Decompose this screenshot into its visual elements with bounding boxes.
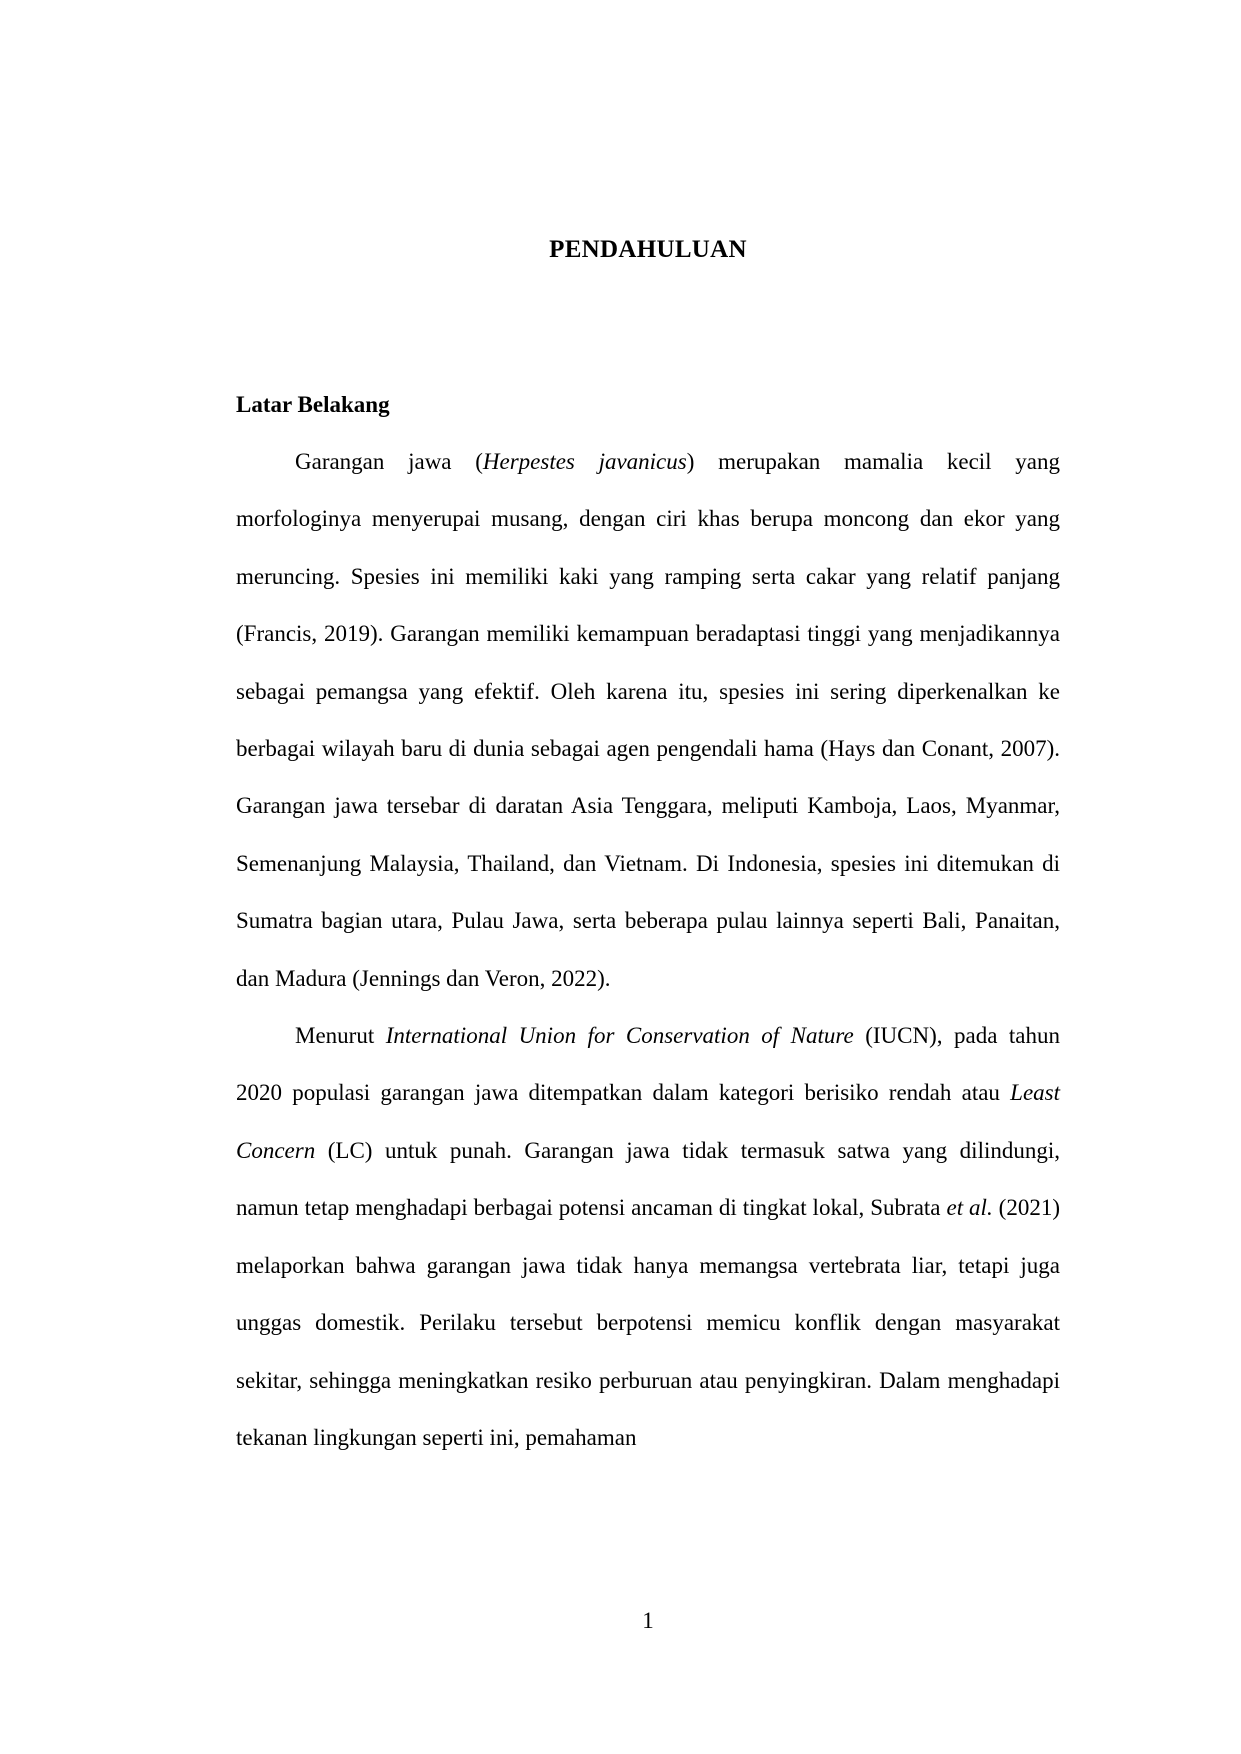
text-run: Menurut [295,1023,386,1049]
status-term: Least Concern [236,1080,1060,1163]
document-body [236,377,1060,1466]
text-run: Garangan jawa ( [295,449,483,474]
paragraph [236,433,1060,1007]
text-run: (LC) untuk punah. Garangan jawa tidak termasuk satwa yang dilindungi, namun tetap menghadapi berbagai potensi ancaman di tingkat lokal, Subrata [236,1137,1060,1221]
text-run: ) merupakan mamalia kecil yang morfologinya menyerupai musang, dengan ciri khas berupa moncong dan ekor yang meruncing. Spesies ini memiliki kaki yang ramping serta cakar yang relatif panjang (Francis, 2019). Garangan memiliki kemampuan beradaptasi tinggi yang menjadikannya sebagai pemangsa yang efektif. Oleh karena itu, spesies ini sering diperkenalkan ke berbagai wilayah baru di dunia sebagai agen pengendali hama (Hays dan Conant, 2007). Garangan jawa tersebar di daratan Asia Tenggara, meliputi Kamboja, Laos, Myanmar, Semenanjung Malaysia, Thailand, dan Vietnam. Di Indonesia, spesies ini ditemukan di Sumatra bagian utara, Pulau Jawa, serta beberapa pulau lainnya seperti Bali, Panaitan, dan Madura (Jennings dan Veron, 2022). [236,449,1060,991]
page-title: PENDAHULUAN [549,236,747,263]
organization-name: International Union for Conservation of Nature [385,1023,854,1049]
text-run: (IUCN), pada tahun 2020 populasi garangan jawa ditempatkan dalam kategori berisiko rendah atau [236,1023,1060,1106]
species-name: Herpestes javanicus [482,449,687,474]
page-number: 1 [642,1608,654,1633]
section-heading: Latar Belakang [236,392,390,417]
citation-term: et al. [946,1195,993,1221]
text-run: (2021) melaporkan bahwa garangan jawa tidak hanya memangsa vertebrata liar, tetapi juga unggas domestik. Perilaku tersebut berpotensi memicu konflik dengan masyarakat sekitar, sehingga meningkatkan resiko perburuan atau penyingkiran. Dalam menghadapi tekanan lingkungan seperti ini, pemahaman [236,1195,1060,1450]
paragraph [236,1007,1060,1466]
